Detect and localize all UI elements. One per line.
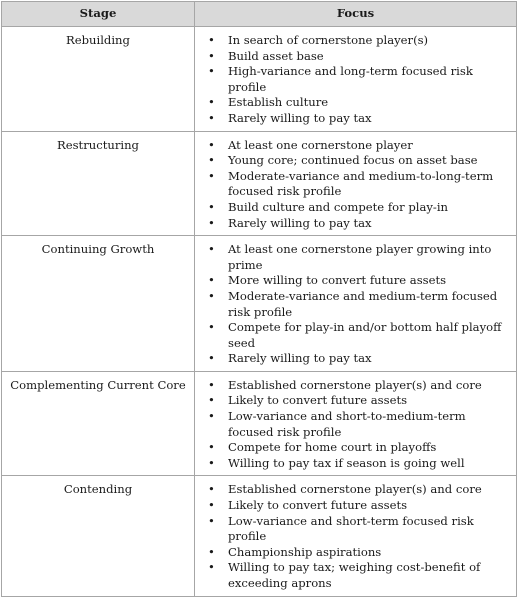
focus-item [201, 138, 510, 154]
stage-cell: Complementing Current Core [2, 371, 195, 476]
header-row [2, 2, 517, 27]
focus-item [201, 200, 510, 216]
focus-item-text: Compete for play-in and/or bottom half playoff seed [228, 320, 502, 350]
focus-item-text: Willing to pay tax if season is going well [228, 455, 465, 470]
focus-column-header: Focus [195, 2, 517, 27]
focus-item-text: Championship aspirations [228, 544, 382, 559]
bullet-icon: • [208, 409, 215, 424]
stages-table [1, 1, 517, 597]
bullet-icon: • [208, 320, 215, 335]
focus-item [201, 393, 510, 409]
focus-cell [195, 131, 517, 236]
focus-cell [195, 27, 517, 132]
bullet-icon: • [208, 64, 215, 79]
bullet-icon: • [208, 544, 215, 559]
bullet-icon: • [208, 513, 215, 528]
focus-item-text: Established cornerstone player(s) and core [228, 377, 482, 392]
table-row [2, 131, 517, 236]
focus-item-text: In search of cornerstone player(s) [228, 33, 429, 47]
focus-item-text: Build culture and compete for play-in [228, 199, 449, 214]
focus-item [201, 409, 510, 440]
bullet-icon: • [208, 168, 215, 183]
focus-item-text: At least one cornerstone player growing into prime [228, 242, 492, 272]
focus-item-text: Rarely willing to pay tax [228, 110, 372, 125]
focus-item-text: Build asset base [228, 48, 324, 63]
table-row [2, 371, 517, 476]
focus-item [201, 242, 510, 273]
focus-item [201, 273, 510, 289]
bullet-icon: • [208, 351, 215, 366]
bullet-icon: • [208, 95, 215, 110]
focus-item [201, 514, 510, 545]
focus-item [201, 95, 510, 111]
table-header [2, 2, 517, 27]
focus-item [201, 111, 510, 127]
focus-item-text: Moderate-variance and medium-term focused risk profile [228, 288, 498, 319]
bullet-icon: • [208, 153, 215, 168]
focus-item-text: Low-variance and short-to-medium-term focused risk profile [228, 409, 466, 439]
stage-column-header: Stage [2, 2, 195, 27]
focus-item [201, 216, 510, 232]
focus-item [201, 560, 510, 591]
focus-item-text: More willing to convert future assets [228, 273, 447, 288]
focus-item [201, 320, 510, 351]
stage-cell: Continuing Growth [2, 236, 195, 372]
focus-list [201, 482, 510, 591]
focus-item [201, 169, 510, 200]
bullet-icon: • [208, 199, 215, 214]
focus-item-text: Compete for home court in playoffs [228, 440, 437, 455]
focus-item [201, 289, 510, 320]
focus-item-text: Likely to convert future assets [228, 393, 408, 408]
bullet-icon: • [208, 498, 215, 513]
bullet-icon: • [208, 273, 215, 288]
focus-item [201, 351, 510, 367]
stage-cell: Contending [2, 476, 195, 596]
focus-item-text: Established cornerstone player(s) and core [228, 482, 482, 497]
focus-item [201, 33, 510, 49]
stage-cell: Restructuring [2, 131, 195, 236]
focus-cell [195, 476, 517, 596]
stage-cell: Rebuilding [2, 27, 195, 132]
bullet-icon: • [208, 33, 215, 47]
focus-cell [195, 371, 517, 476]
bullet-icon: • [208, 560, 215, 575]
bullet-icon: • [208, 455, 215, 470]
focus-list [201, 378, 510, 472]
focus-item-text: Low-variance and short-term focused risk profile [228, 513, 474, 544]
focus-item [201, 378, 510, 394]
bullet-icon: • [208, 482, 215, 497]
focus-item [201, 456, 510, 472]
table-row [2, 236, 517, 372]
bullet-icon: • [208, 440, 215, 455]
focus-item [201, 49, 510, 65]
bullet-icon: • [208, 137, 215, 152]
table-body [2, 27, 517, 597]
focus-item-text: Young core; continued focus on asset base [228, 153, 478, 168]
bullet-icon: • [208, 288, 215, 303]
bullet-icon: • [208, 215, 215, 230]
focus-item [201, 498, 510, 514]
bullet-icon: • [208, 393, 215, 408]
focus-item-text: At least one cornerstone player [228, 137, 413, 152]
focus-list [201, 138, 510, 232]
bullet-icon: • [208, 377, 215, 392]
focus-cell [195, 236, 517, 372]
focus-item-text: Establish culture [228, 95, 329, 110]
focus-item-text: High-variance and long-term focused risk profile [228, 64, 473, 94]
focus-item-text: Rarely willing to pay tax [228, 215, 372, 230]
table-row [2, 27, 517, 132]
focus-item [201, 153, 510, 169]
focus-list [201, 242, 510, 367]
bullet-icon: • [208, 110, 215, 125]
focus-item-text: Moderate-variance and medium-to-long-term focused risk profile [228, 168, 494, 199]
focus-item-text: Rarely willing to pay tax [228, 351, 372, 366]
table-row [2, 476, 517, 596]
focus-item [201, 440, 510, 456]
bullet-icon: • [208, 242, 215, 257]
focus-item [201, 482, 510, 498]
bullet-icon: • [208, 48, 215, 63]
focus-item-text: Willing to pay tax; weighing cost-benefit of exceeding aprons [228, 560, 481, 590]
focus-list [201, 33, 510, 127]
focus-item [201, 64, 510, 95]
focus-item-text: Likely to convert future assets [228, 498, 408, 513]
focus-item [201, 545, 510, 561]
